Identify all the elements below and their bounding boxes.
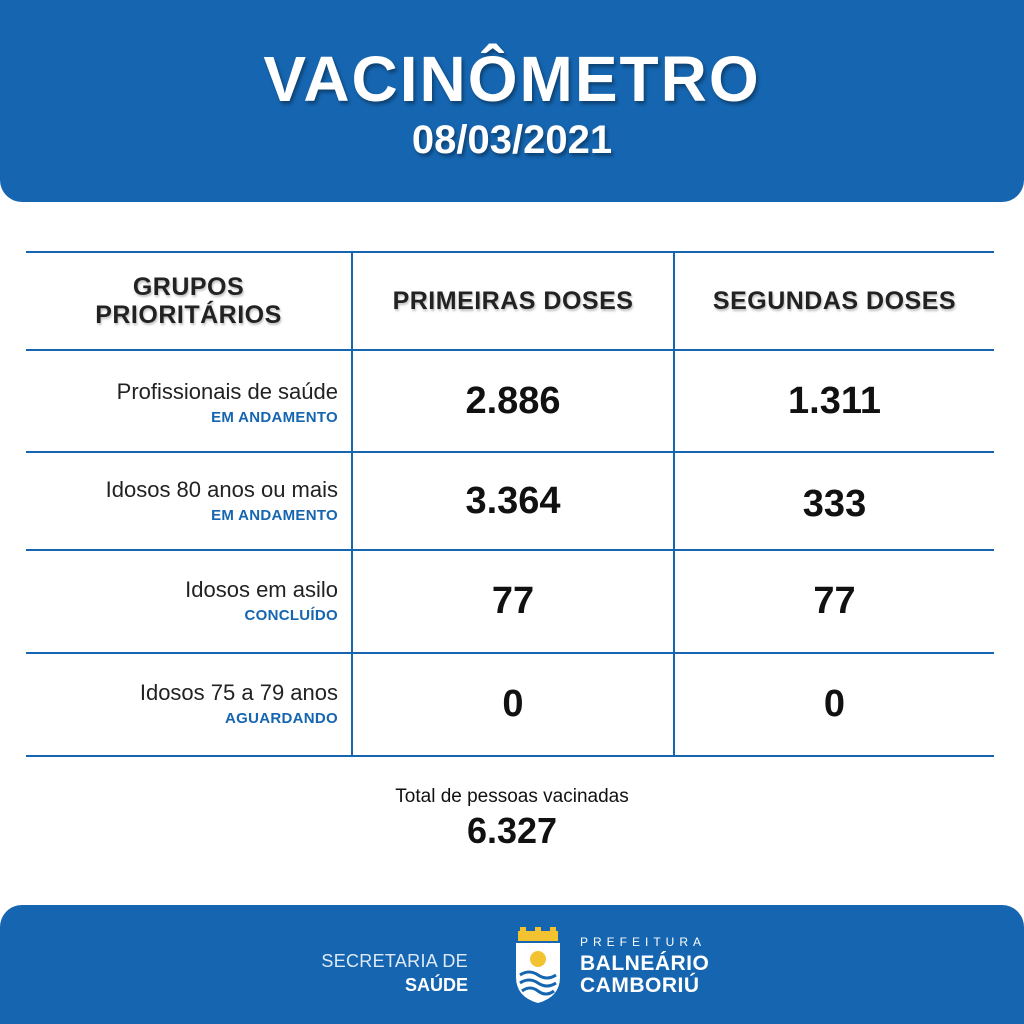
header-banner <box>0 0 1024 202</box>
group-name: Idosos em asilo <box>185 577 338 602</box>
column-header-first-doses: PRIMEIRAS DOSES <box>392 287 634 315</box>
first-doses-value: 77 <box>491 580 535 622</box>
group-name: Idosos 75 a 79 anos <box>139 680 338 705</box>
secretaria-label <box>321 949 468 997</box>
prefeitura-wordmark <box>580 931 709 997</box>
table-row-group <box>26 680 338 727</box>
column-header-second-doses: SEGUNDAS DOSES <box>712 287 957 315</box>
page-title: VACINÔMETRO <box>263 43 761 115</box>
table-row-group <box>26 477 338 524</box>
report-date: 08/03/2021 <box>411 118 613 162</box>
group-name: Idosos 80 anos ou mais <box>105 477 338 502</box>
city-name-line2: CAMBORIÚ <box>580 974 700 997</box>
group-status: EM ANDAMENTO <box>211 507 338 524</box>
prefeitura-label: PREFEITURA <box>580 935 707 949</box>
city-name-line1: BALNEÁRIO <box>580 952 710 975</box>
table-row-group <box>26 379 338 426</box>
table-row-group <box>26 577 338 624</box>
total-section <box>0 786 1024 852</box>
second-doses-value: 333 <box>802 482 867 525</box>
total-label: Total de pessoas vacinadas <box>395 786 629 807</box>
total-value: 6.327 <box>466 810 558 851</box>
city-coat-of-arms-icon <box>510 927 566 1005</box>
footer-banner <box>0 905 1024 1024</box>
group-status: EM ANDAMENTO <box>211 409 338 426</box>
second-doses-value: 0 <box>823 683 846 725</box>
group-status: AGUARDANDO <box>225 710 338 727</box>
first-doses-value: 3.364 <box>465 479 561 522</box>
column-header-groups-line2: PRIORITÁRIOS <box>95 301 282 329</box>
first-doses-value: 0 <box>502 683 524 725</box>
secretaria-line2: SAÚDE <box>404 975 468 995</box>
secretaria-line1: SECRETARIA DE <box>321 951 468 971</box>
first-doses-value: 2.886 <box>465 379 561 422</box>
group-status: CONCLUÍDO <box>244 607 338 624</box>
column-header-groups-line1: GRUPOS <box>132 273 245 301</box>
column-header-groups <box>26 253 351 349</box>
table-rule <box>26 755 994 757</box>
second-doses-value: 1.311 <box>788 379 881 422</box>
second-doses-value: 77 <box>813 580 856 622</box>
group-name: Profissionais de saúde <box>116 379 338 404</box>
